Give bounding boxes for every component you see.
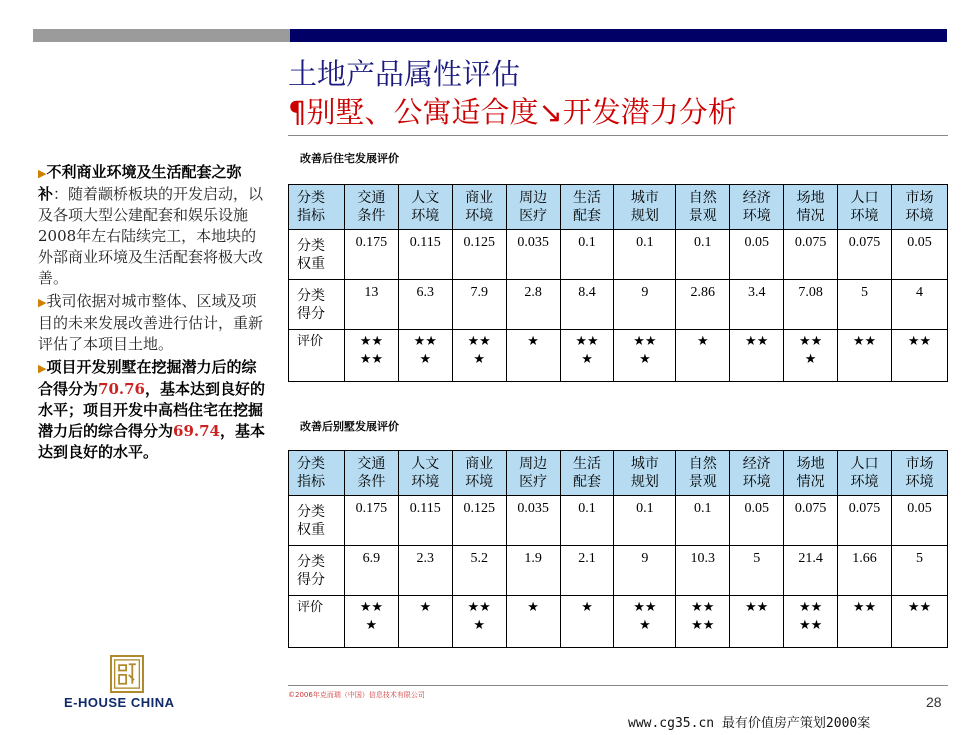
row-label-category: [289, 185, 345, 230]
column-header: [838, 451, 892, 496]
cell-line: 环境: [850, 474, 879, 490]
weight-cell: 0.05: [892, 230, 948, 280]
cell-line: 城市: [630, 190, 659, 206]
note-scores-text-b: ，基本达到良好的水平；项目开发中高档住宅在挖掘潜力后的综合得分为: [38, 380, 266, 440]
star-rating: [614, 330, 676, 382]
cell-line: ★: [696, 334, 709, 349]
star-rating: [506, 596, 560, 648]
table-row-score: [289, 280, 948, 330]
weight-cell: 0.1: [560, 496, 614, 546]
cell-line: 得分: [297, 571, 325, 588]
cell-line: 规划: [630, 208, 659, 224]
row-label-rating: 评价: [289, 596, 345, 648]
star-rating: [892, 330, 948, 382]
cell-line: 环境: [850, 208, 879, 224]
weight-cell: 0.115: [398, 496, 452, 546]
bullet-arrow-icon: ▶: [38, 167, 47, 180]
row-label-score: [289, 546, 345, 596]
cell-line: ★★: [852, 334, 877, 349]
column-header: [506, 451, 560, 496]
score-cell: 2.86: [676, 280, 730, 330]
column-header: [560, 185, 614, 230]
cell-line: 分类: [297, 456, 325, 472]
cell-line: 条件: [357, 208, 386, 224]
cell-line: ★: [581, 352, 593, 367]
star-rating: [560, 330, 614, 382]
table1-caption: 改善后住宅发展评价: [300, 152, 399, 165]
cell-line: 周边: [519, 190, 548, 206]
table-header-row: [289, 451, 948, 496]
cell-line: ★: [419, 352, 432, 367]
watermark: www.cg35.cn 最有价值房产策划2000案: [628, 716, 871, 731]
cell-line: ★★: [633, 334, 657, 349]
score-cell: 13: [344, 280, 398, 330]
cell-line: 配套: [573, 208, 602, 224]
table-row-rating: [289, 330, 948, 382]
page-number: 28: [926, 694, 942, 710]
star-rating: [614, 596, 676, 648]
star-rating: [784, 330, 838, 382]
column-header: [676, 185, 730, 230]
cell-line: 人文: [411, 456, 440, 472]
cell-line: ★★: [413, 334, 437, 349]
cell-line: ★★: [798, 334, 823, 349]
cell-line: 商业: [465, 190, 494, 206]
weight-cell: 0.075: [784, 230, 838, 280]
star-rating: [344, 596, 398, 648]
score-cell: 5: [730, 546, 784, 596]
column-header: [344, 185, 398, 230]
weight-cell: 0.075: [838, 230, 892, 280]
cell-line: ★: [473, 618, 486, 633]
cell-line: 权重: [297, 521, 325, 538]
cell-line: 医疗: [519, 208, 548, 224]
note-reassessment: [38, 291, 268, 355]
column-header: [344, 451, 398, 496]
cell-line: ★★: [359, 352, 383, 367]
cell-line: 情况: [796, 208, 825, 224]
brand-name: E-HOUSE CHINA: [64, 695, 175, 710]
table-header-row: [289, 185, 948, 230]
cell-line: ★: [581, 600, 593, 615]
weight-cell: 0.1: [614, 230, 676, 280]
score-cell: 2.8: [506, 280, 560, 330]
star-rating: [452, 596, 506, 648]
cell-line: 场地: [796, 456, 825, 472]
cell-line: 交通: [357, 190, 386, 206]
weight-cell: 0.175: [344, 496, 398, 546]
cell-line: 环境: [742, 474, 771, 490]
cell-line: 环境: [411, 474, 440, 490]
weight-cell: 0.1: [614, 496, 676, 546]
cell-line: 人口: [850, 456, 879, 472]
table-row-score: [289, 546, 948, 596]
cell-line: 周边: [519, 456, 548, 472]
weight-cell: 0.115: [398, 230, 452, 280]
cell-line: ★★: [798, 600, 823, 615]
cell-line: ★★: [798, 618, 823, 633]
cell-line: 自然: [688, 456, 717, 472]
row-label-score: [289, 280, 345, 330]
cell-line: ★: [419, 600, 432, 615]
cell-line: 城市: [630, 456, 659, 472]
weight-cell: 0.1: [676, 496, 730, 546]
cell-line: ★★: [852, 600, 877, 615]
note-reassessment-text: 我司依据对城市整体、区域及项目的未来发展改善进行估计，重新评估了本项目土地。: [38, 292, 264, 353]
star-rating: [676, 596, 730, 648]
cell-line: ★★: [633, 600, 657, 615]
table-row-weight: [289, 496, 948, 546]
residence-evaluation-table: [288, 184, 948, 382]
column-header: [891, 451, 947, 496]
cell-line: 环境: [411, 208, 440, 224]
weight-cell: 0.125: [452, 496, 506, 546]
cell-line: 配套: [573, 474, 602, 490]
cell-line: ★: [804, 352, 817, 367]
score-cell: 2.3: [398, 546, 452, 596]
score-cell: 5.2: [452, 546, 506, 596]
footer-divider: [288, 685, 948, 686]
cell-line: ★★: [575, 334, 599, 349]
cell-line: 分类: [297, 553, 325, 570]
page-title: 土地产品属性评估: [288, 57, 521, 91]
cell-line: ★★: [467, 600, 491, 615]
star-rating: [398, 330, 452, 382]
column-header: [730, 451, 784, 496]
table-row-rating: [289, 596, 948, 648]
cell-line: 规划: [630, 474, 659, 490]
score-cell: 5: [891, 546, 947, 596]
column-header: [452, 451, 506, 496]
score-cell: 10.3: [676, 546, 730, 596]
star-rating: [730, 330, 784, 382]
note-scores-text-a: 项目开发别墅在挖掘潜力后的综合得分为: [38, 358, 257, 398]
cell-line: 分类: [297, 190, 325, 206]
weight-cell: 0.075: [838, 496, 892, 546]
score-cell: 7.08: [784, 280, 838, 330]
star-rating: [344, 330, 398, 382]
column-header: [452, 185, 506, 230]
cell-line: 环境: [465, 474, 494, 490]
villa-score: 70.76: [98, 380, 145, 398]
weight-cell: 0.05: [730, 496, 784, 546]
bullet-arrow-icon: ▶: [38, 296, 47, 309]
company-logo: [110, 655, 144, 693]
cell-line: 市场: [905, 456, 934, 472]
score-cell: 21.4: [784, 546, 838, 596]
cell-line: ★★: [691, 600, 715, 615]
column-header: [892, 185, 948, 230]
cell-line: 医疗: [519, 474, 548, 490]
cell-line: 经济: [742, 456, 771, 472]
score-cell: 2.1: [560, 546, 614, 596]
cell-line: 自然: [688, 190, 717, 206]
note-commercial-heading: 不利商业环境及生活配套之弥补: [38, 163, 242, 203]
cell-line: 分类: [297, 503, 325, 520]
weight-cell: 0.075: [784, 496, 838, 546]
column-header: [398, 185, 452, 230]
cell-line: ★: [527, 600, 539, 615]
cell-line: ★: [639, 618, 651, 633]
residence-score: 69.74: [173, 422, 220, 440]
score-cell: 9: [614, 546, 676, 596]
cell-line: ★★: [745, 600, 769, 615]
star-rating: [676, 330, 730, 382]
note-scores-text-c: ，基本达到良好的水平。: [38, 422, 266, 461]
column-header: [560, 451, 614, 496]
cell-line: ★★: [907, 334, 932, 349]
cell-line: ★: [365, 618, 378, 633]
cell-line: 人文: [411, 190, 440, 206]
column-header: [730, 185, 784, 230]
cell-line: 生活: [573, 456, 602, 472]
star-rating: [506, 330, 560, 382]
note-commercial: [38, 162, 268, 289]
column-header: [784, 451, 838, 496]
cell-line: ★: [527, 334, 539, 349]
cell-line: ★★: [745, 334, 769, 349]
score-cell: 4: [892, 280, 948, 330]
villa-evaluation-table: [288, 450, 948, 648]
row-label-weight: [289, 496, 345, 546]
score-cell: 8.4: [560, 280, 614, 330]
weight-cell: 0.175: [344, 230, 398, 280]
cell-line: ★★: [907, 600, 932, 615]
cell-line: 条件: [357, 474, 386, 490]
score-cell: 5: [838, 280, 892, 330]
cell-line: 市场: [905, 190, 934, 206]
column-header: [838, 185, 892, 230]
cell-line: 经济: [742, 190, 771, 206]
star-rating: [730, 596, 784, 648]
note-scores: [38, 357, 268, 463]
column-header: [676, 451, 730, 496]
cell-line: 环境: [465, 208, 494, 224]
weight-cell: 0.035: [506, 230, 560, 280]
bullet-arrow-icon: ▶: [38, 362, 47, 375]
score-cell: 6.3: [398, 280, 452, 330]
weight-cell: 0.05: [891, 496, 947, 546]
cell-line: ★★: [359, 334, 383, 349]
page-subtitle: ¶别墅、公寓适合度↘开发潜力分析: [288, 95, 737, 129]
score-cell: 9: [614, 280, 676, 330]
cell-line: 环境: [905, 208, 934, 224]
star-rating: [398, 596, 452, 648]
weight-cell: 0.125: [452, 230, 506, 280]
column-header: [398, 451, 452, 496]
cell-line: ★★: [359, 600, 383, 615]
cell-line: 商业: [465, 456, 494, 472]
cell-line: 景观: [688, 208, 717, 224]
row-label-category: [289, 451, 345, 496]
star-rating: [891, 596, 947, 648]
cell-line: 景观: [688, 474, 717, 490]
cell-line: 分类: [297, 287, 325, 304]
cell-line: 情况: [796, 474, 825, 490]
cell-line: 指标: [297, 474, 325, 490]
column-header: [614, 185, 676, 230]
weight-cell: 0.1: [560, 230, 614, 280]
cell-line: 场地: [796, 190, 825, 206]
score-cell: 3.4: [730, 280, 784, 330]
column-header: [614, 451, 676, 496]
cell-line: 得分: [297, 305, 325, 322]
star-rating: [452, 330, 506, 382]
copyright: ©2006年克而瑞（中国）信息技术有限公司: [288, 691, 425, 699]
score-cell: 1.66: [838, 546, 892, 596]
note-commercial-text: ：随着颛桥板块的开发启动，以及各项大型公建配套和娱乐设施2008年左右陆续完工，本地块的外部商业环境及生活配套将极大改善。: [38, 185, 264, 287]
weight-cell: 0.05: [730, 230, 784, 280]
score-cell: 7.9: [452, 280, 506, 330]
score-cell: 6.9: [344, 546, 398, 596]
cell-line: 环境: [742, 208, 771, 224]
star-rating: [560, 596, 614, 648]
top-gray-bar: [33, 29, 290, 42]
sidebar-notes: [38, 162, 268, 465]
row-label-weight: [289, 230, 345, 280]
table-row-weight: [289, 230, 948, 280]
weight-cell: 0.1: [676, 230, 730, 280]
cell-line: 分类: [297, 237, 325, 254]
row-label-rating: 评价: [289, 330, 345, 382]
star-rating: [784, 596, 838, 648]
cell-line: 环境: [905, 474, 934, 490]
weight-cell: 0.035: [506, 496, 560, 546]
cell-line: 交通: [357, 456, 386, 472]
column-header: [506, 185, 560, 230]
cell-line: ★: [639, 352, 651, 367]
cell-line: 权重: [297, 255, 325, 272]
star-rating: [838, 596, 892, 648]
star-rating: [838, 330, 892, 382]
top-navy-bar: [290, 29, 947, 42]
column-header: [784, 185, 838, 230]
table2-caption: 改善后别墅发展评价: [300, 420, 399, 433]
cell-line: ★★: [467, 334, 491, 349]
cell-line: 生活: [573, 190, 602, 206]
title-divider: [288, 135, 948, 136]
cell-line: ★: [473, 352, 486, 367]
score-cell: 1.9: [506, 546, 560, 596]
cell-line: 指标: [297, 208, 325, 224]
cell-line: 人口: [850, 190, 879, 206]
cell-line: ★★: [691, 618, 715, 633]
